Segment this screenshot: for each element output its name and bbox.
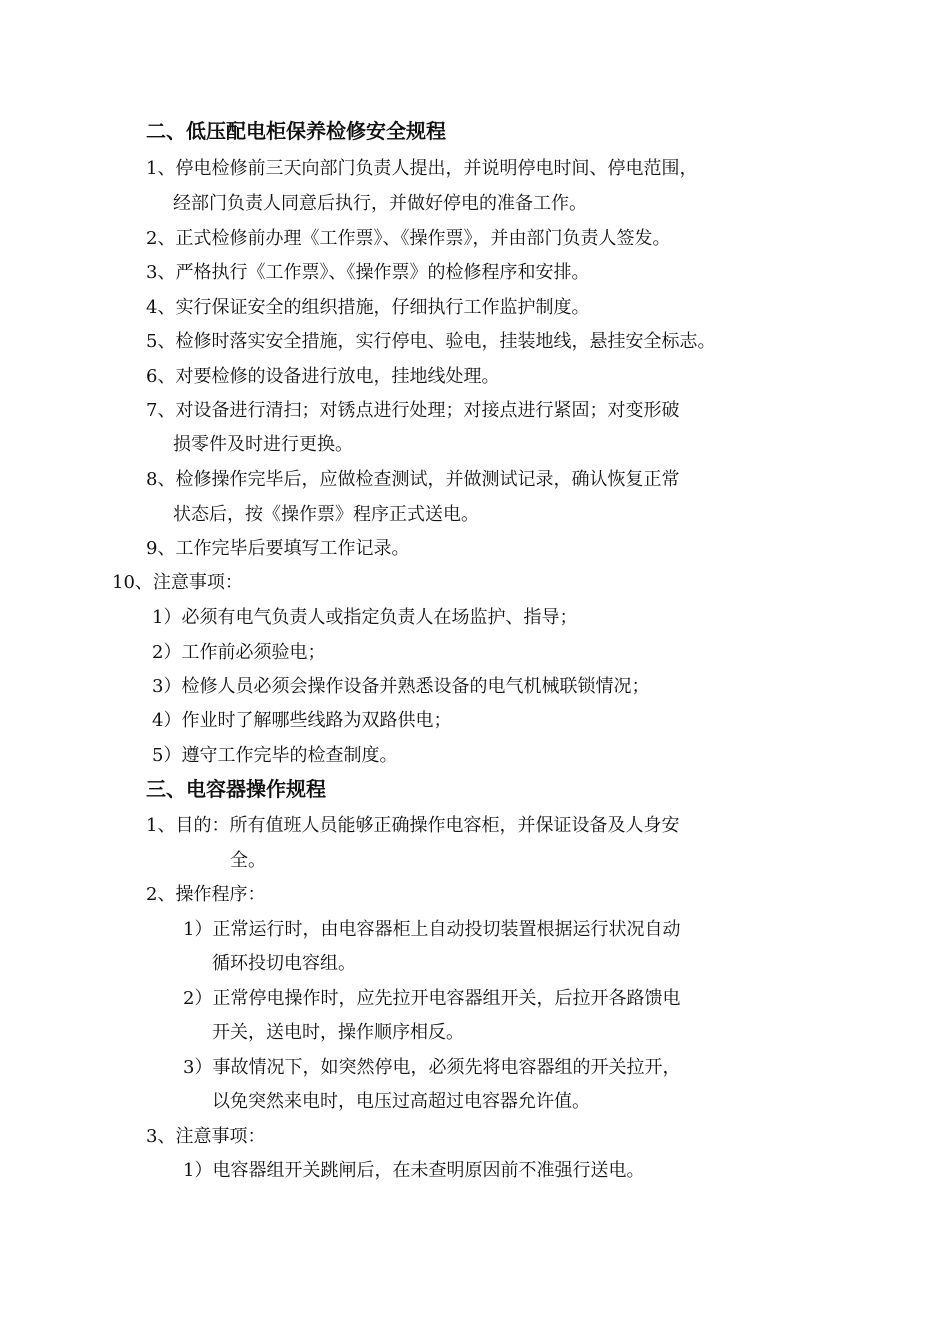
sub-list-item: 1）必须有电气负责人或指定负责人在场监护、指导； xyxy=(152,607,578,628)
sub-list-item: 3）事故情况下，如突然停电，必须先将电容器组的开关拉开， xyxy=(183,1057,681,1078)
sub-list-item: 2）工作前必须验电； xyxy=(152,642,326,663)
sub-list-item: 4）作业时了解哪些线路为双路供电； xyxy=(152,710,452,731)
sub-list-item: 5）遵守工作完毕的检查制度。 xyxy=(152,745,398,766)
list-item: 6、对要检修的设备进行放电，挂地线处理。 xyxy=(146,366,500,387)
list-item-continuation: 损零件及时进行更换。 xyxy=(173,434,353,455)
sub-list-item-continuation: 开关，送电时，操作顺序相反。 xyxy=(212,1022,464,1043)
list-item: 3、注意事项： xyxy=(146,1126,266,1147)
sub-list-item: 2）正常停电操作时，应先拉开电容器组开关，后拉开各路馈电 xyxy=(183,988,681,1009)
sub-list-item-continuation: 循环投切电容组。 xyxy=(212,953,356,974)
list-item: 8、检修操作完毕后，应做检查测试，并做测试记录，确认恢复正常 xyxy=(146,469,680,490)
sub-list-item: 1）正常运行时，由电容器柜上自动投切装置根据运行状况自动 xyxy=(183,919,681,940)
section-title: 三、电容器操作规程 xyxy=(146,777,326,801)
list-item: 10、注意事项： xyxy=(112,572,243,593)
section-title: 二、低压配电柜保养检修安全规程 xyxy=(146,119,446,143)
list-item: 1、目的：所有值班人员能够正确操作电容柜，并保证设备及人身安 xyxy=(146,815,680,836)
sub-list-item: 3）检修人员必须会操作设备并熟悉设备的电气机械联锁情况； xyxy=(152,676,650,697)
sub-list-item: 1）电容器组开关跳闸后，在未查明原因前不准强行送电。 xyxy=(183,1160,645,1181)
list-item: 4、实行保证安全的组织措施，仔细执行工作监护制度。 xyxy=(146,297,590,318)
list-item: 2、操作程序： xyxy=(146,884,266,905)
list-item: 1、停电检修前三天向部门负责人提出，并说明停电时间、停电范围， xyxy=(146,158,698,179)
list-item: 3、严格执行《工作票》、《操作票》的检修程序和安排。 xyxy=(146,262,590,283)
list-item-continuation: 经部门负责人同意后执行，并做好停电的准备工作。 xyxy=(173,193,587,214)
list-item: 2、正式检修前办理《工作票》、《操作票》，并由部门负责人签发。 xyxy=(146,228,671,249)
list-item-continuation: 全。 xyxy=(230,850,266,871)
sub-list-item-continuation: 以免突然来电时，电压过高超过电容器允许值。 xyxy=(212,1091,590,1112)
list-item: 5、检修时落实安全措施，实行停电、验电，挂装地线，悬挂安全标志。 xyxy=(146,331,716,352)
list-item-continuation: 状态后，按《操作票》程序正式送电。 xyxy=(173,504,479,525)
list-item: 9、工作完毕后要填写工作记录。 xyxy=(146,538,410,559)
list-item: 7、对设备进行清扫；对锈点进行处理；对接点进行紧固；对变形破 xyxy=(146,400,680,421)
